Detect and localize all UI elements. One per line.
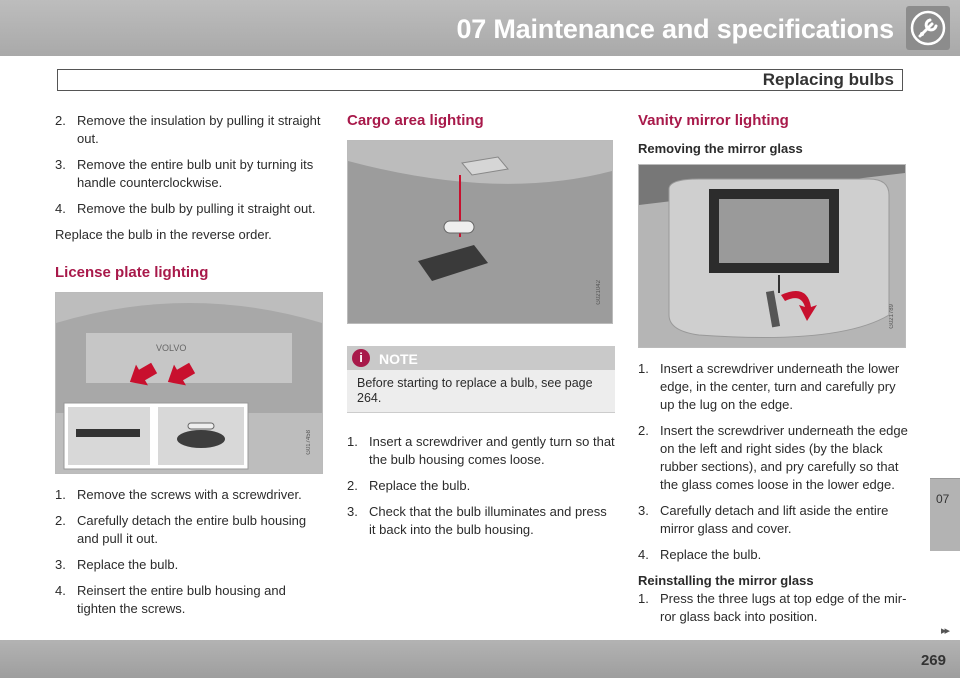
list-item: 4. Remove the bulb by pulling it straight out.: [55, 201, 316, 216]
chapter-title: 07 Maintenance and specifications: [456, 14, 894, 44]
note-label: NOTE: [379, 351, 418, 367]
list-item: 2. Insert the screwdriver underneath the edge on the left and right sides (by the black rubber sections), and pry carefully so that the glass comes loose in the lower edge.: [638, 423, 908, 492]
cargo-area-image: [347, 140, 613, 324]
license-plate-illustration: [56, 293, 322, 473]
vanity-mirror-heading: Vanity mirror lighting: [638, 112, 789, 129]
continue-arrows-icon: ▸▸: [940, 625, 948, 637]
image-code: G021789: [889, 304, 895, 329]
footer-band: [0, 640, 960, 678]
section-bar: [57, 69, 903, 91]
list-item: 1. Insert a screwdriver and gently turn so that the bulb housing comes loose.: [347, 434, 615, 467]
page-number: 269: [920, 652, 946, 669]
list-item: 1. Remove the screws with a screwdriver.: [55, 487, 302, 502]
vanity-mirror-illustration: [639, 165, 905, 347]
list-item: 3. Remove the entire bulb unit by turning its handle counterclockwise.: [55, 157, 314, 190]
header-band: [0, 0, 960, 56]
cargo-steps-list: [347, 433, 615, 539]
list-item: 2. Replace the bulb.: [347, 478, 471, 493]
wrench-circle-icon: [906, 6, 950, 50]
list-item: 2. Carefully detach the entire bulb housing and pull it out.: [55, 513, 307, 546]
list-item: 4. Reinsert the entire bulb housing and tighten the screws.: [55, 583, 286, 616]
column-left: [55, 112, 325, 626]
replace-reverse-text: Replace the bulb in the reverse order.: [55, 227, 272, 242]
list-item: 4. Replace the bulb.: [638, 547, 762, 562]
note-box: [347, 346, 615, 413]
removing-mirror-subheading: Removing the mirror glass: [638, 141, 803, 156]
chapter-side-tab: [930, 478, 960, 551]
removing-steps-list: [638, 360, 910, 564]
removal-steps-list: [55, 112, 325, 218]
list-item: 1. Press the three lugs at top edge of the mir-ror glass back into position.: [638, 591, 907, 624]
list-item: 1. Insert a screwdriver underneath the lower edge, in the center, turn and carefully pry up the lug on the edge.: [638, 361, 900, 412]
svg-text:VOLVO: VOLVO: [156, 343, 187, 353]
reinstalling-steps-list: [638, 590, 910, 626]
cargo-area-illustration: [348, 141, 612, 323]
list-item: 3. Replace the bulb.: [55, 557, 179, 572]
image-code: G021042: [596, 280, 602, 305]
column-middle: [347, 112, 615, 547]
license-plate-image: [55, 292, 323, 474]
list-item: 2. Remove the insulation by pulling it straight out.: [55, 113, 321, 146]
list-item: 3. Carefully detach and lift aside the entire mirror glass and cover.: [638, 503, 889, 536]
license-plate-heading: License plate lighting: [55, 264, 209, 281]
column-right: [638, 112, 910, 634]
license-steps-list: [55, 486, 325, 618]
chapter-tab-label: 07: [936, 492, 950, 506]
vanity-mirror-image: [638, 164, 906, 348]
reinstalling-mirror-subheading: Reinstalling the mirror glass: [638, 573, 814, 588]
list-item: 3. Check that the bulb illuminates and press it back into the bulb housing.: [347, 504, 607, 537]
info-circle-icon: i: [352, 349, 370, 367]
section-title: Replacing bulbs: [762, 70, 894, 89]
note-header: [347, 346, 615, 370]
note-text: Before starting to replace a bulb, see page 264.: [347, 370, 615, 412]
image-code: G017458: [306, 430, 312, 455]
cargo-area-heading: Cargo area lighting: [347, 112, 484, 129]
